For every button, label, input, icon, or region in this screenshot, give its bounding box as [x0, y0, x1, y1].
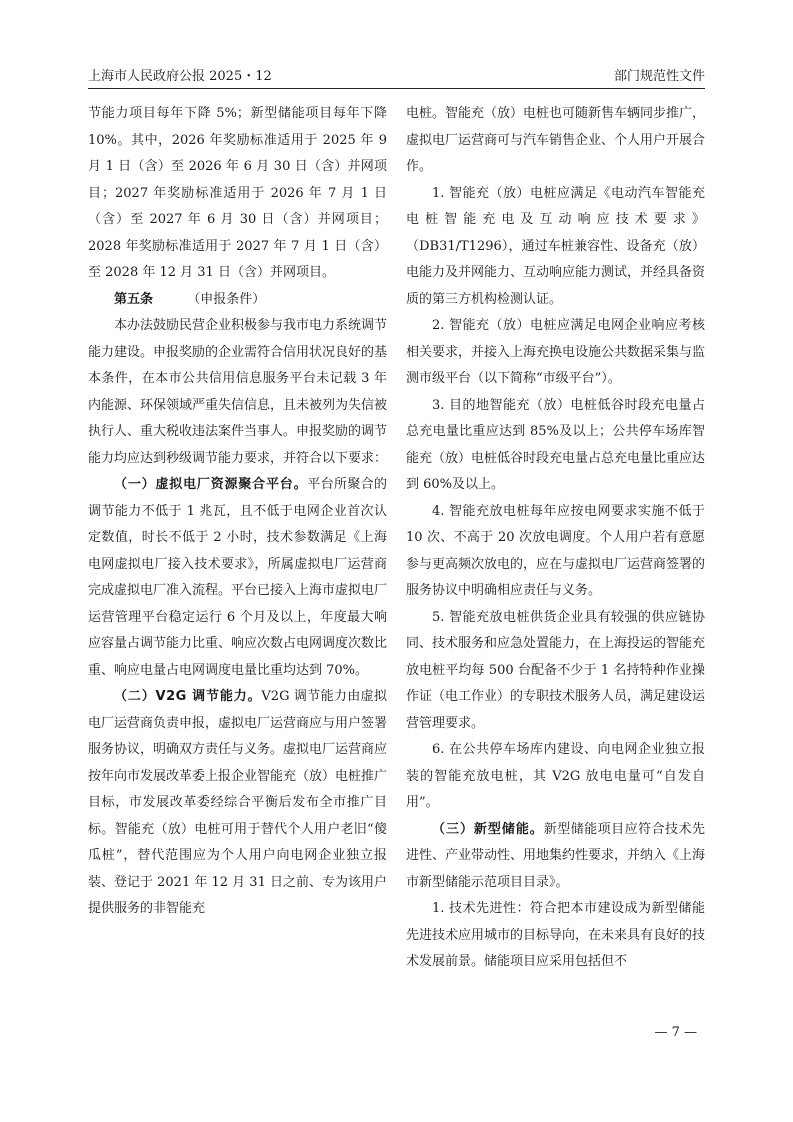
paragraph: 电桩。智能充（放）电桩也可随新售车辆同步推广，虚拟电厂运营商可与汽车销售企业、个人用户开展合作。 — [406, 106, 706, 174]
item-label: （一）虚拟电厂资源聚合平台。 — [114, 477, 308, 492]
item-label: （二）V2G 调节能力。 — [114, 689, 262, 704]
item-text: V2G 调节能力由虚拟电厂运营商负责申报，虚拟电厂运营商应与用户签署服务协议，明确双方责任与义务。虚拟电厂运营商应按年向市发展改革委上报企业智能充（放）电桩推广目标，市发展改革委经综合平衡后发布全市推广目标。智能充（放）电桩可用于替代个人用户老旧“傻瓜桩”，替代范围应为个人用户向电网企业独立报装、登记于 2021 年 12 月 31 日之前、专为该用户提供服务的非智能充 — [88, 689, 388, 916]
paragraph: 节能力项目每年下降 5%；新型储能项目每年下降 10%。其中，2026 年奖励标准适用于 2025 年 9 月 1 日（含）至 2026 年 6 月 30 日（含）并网项目；2027 年奖励标准适用于 2026 年 7 月 1 日（含）至 2027 年 6 月 30 日（含）并网项目；2028 年奖励标准适用于 2027 年 7 月 1 日（含）至 2028 年 12 月 31 日（含）并网项目。 — [88, 106, 387, 280]
paragraph: 本办法鼓励民营企业积极参与我市电力系统调节能力建设。申报奖励的企业需符合信用状况良好的基本条件，在本市公共信用信息服务平台未记载 3 年内能源、环保领域严重失信信息，且未被列为失信被执行人、重大税收违法案件当事人。申报奖励的调节能力均应达到秒级调节能力要求，并符合以下要求： — [88, 318, 388, 466]
left-column — [88, 101, 387, 923]
article-subtitle: （申报条件） — [187, 291, 266, 307]
item-label: （三）新型储能。 — [432, 821, 544, 837]
list-item: 2. 智能充（放）电桩应满足电网企业响应考核相关要求，并接入上海充换电设施公共数据采集与监测市级平台（以下简称“市级平台”）。 — [406, 318, 706, 386]
list-item: 6. 在公共停车场库内建设、向电网企业独立报装的智能充放电桩，其 V2G 放电电量可“自发自用”。 — [406, 742, 705, 810]
list-item: 4. 智能充放电桩每年应按电网要求实施不低于 10 次、不高于 20 次放电调度。个人用户若有意愿参与更高频次放电的，应在与虚拟电厂运营商签署的服务协议中明确相应责任与义务。 — [406, 503, 706, 598]
item-text: 平台所聚合的调节能力不低于 1 兆瓦，且不低于电网企业首次认定数值，时长不低于 2 小时，技术参数满足《上海电网虚拟电厂接入技术要求》，所属虚拟电厂运营商完成虚拟电厂准入流程。平台已接入上海市虚拟电厂运营管理平台稳定运行 6 个月及以上，年度最大响应容量占调节能力比重、响应次数占电网调度次数比重、响应电量占电网调度电量比重均达到 70%。 — [88, 477, 388, 678]
page-number: — 7 — — [654, 1025, 697, 1040]
list-item: 3. 目的地智能充（放）电桩低谷时段充电量占总充电量比重应达到 85%及以上；公共停车场库智能充（放）电桩低谷时段充电量占总充电量比重应达到 60%及以上。 — [406, 397, 706, 492]
section-title: 部门规范性文件 — [613, 69, 705, 84]
item-text: 新型储能项目应符合技术先进性、产业带动性、用地集约性要求，并纳入《上海市新型储能示范项目目录》。 — [406, 821, 706, 890]
list-item — [88, 684, 387, 923]
list-item: 5. 智能充放电桩供货企业具有较强的供应链协同、技术服务和应急处置能力，在上海投运的智能充放电桩平均每 500 台配备不少于 1 名持特种作业操作证（电工作业）的专职技术服务人员，满足建设运营管理要求。 — [406, 609, 706, 731]
list-item — [88, 472, 387, 684]
right-column — [406, 101, 705, 976]
article-heading — [88, 287, 387, 314]
page-header — [88, 66, 705, 89]
article-title: 第五条 — [114, 291, 154, 307]
list-item: 1. 智能充（放）电桩应满足《电动汽车智能充电桩智能充电及互动响应技术要求》（DB31/T1296），通过车桩兼容性、设备充（放）电能力及并网能力、互动响应能力测试，并经具备资质的第三方机构检测认证。 — [406, 185, 706, 307]
list-item: 1. 技术先进性：符合把本市建设成为新型储能先进技术应用城市的目标导向，在未来具有良好的技术发展前景。储能项目应采用包括但不 — [406, 901, 706, 969]
list-item — [406, 817, 705, 897]
spacer — [157, 292, 183, 307]
journal-title: 上海市人民政府公报 2025・12 — [88, 69, 272, 84]
